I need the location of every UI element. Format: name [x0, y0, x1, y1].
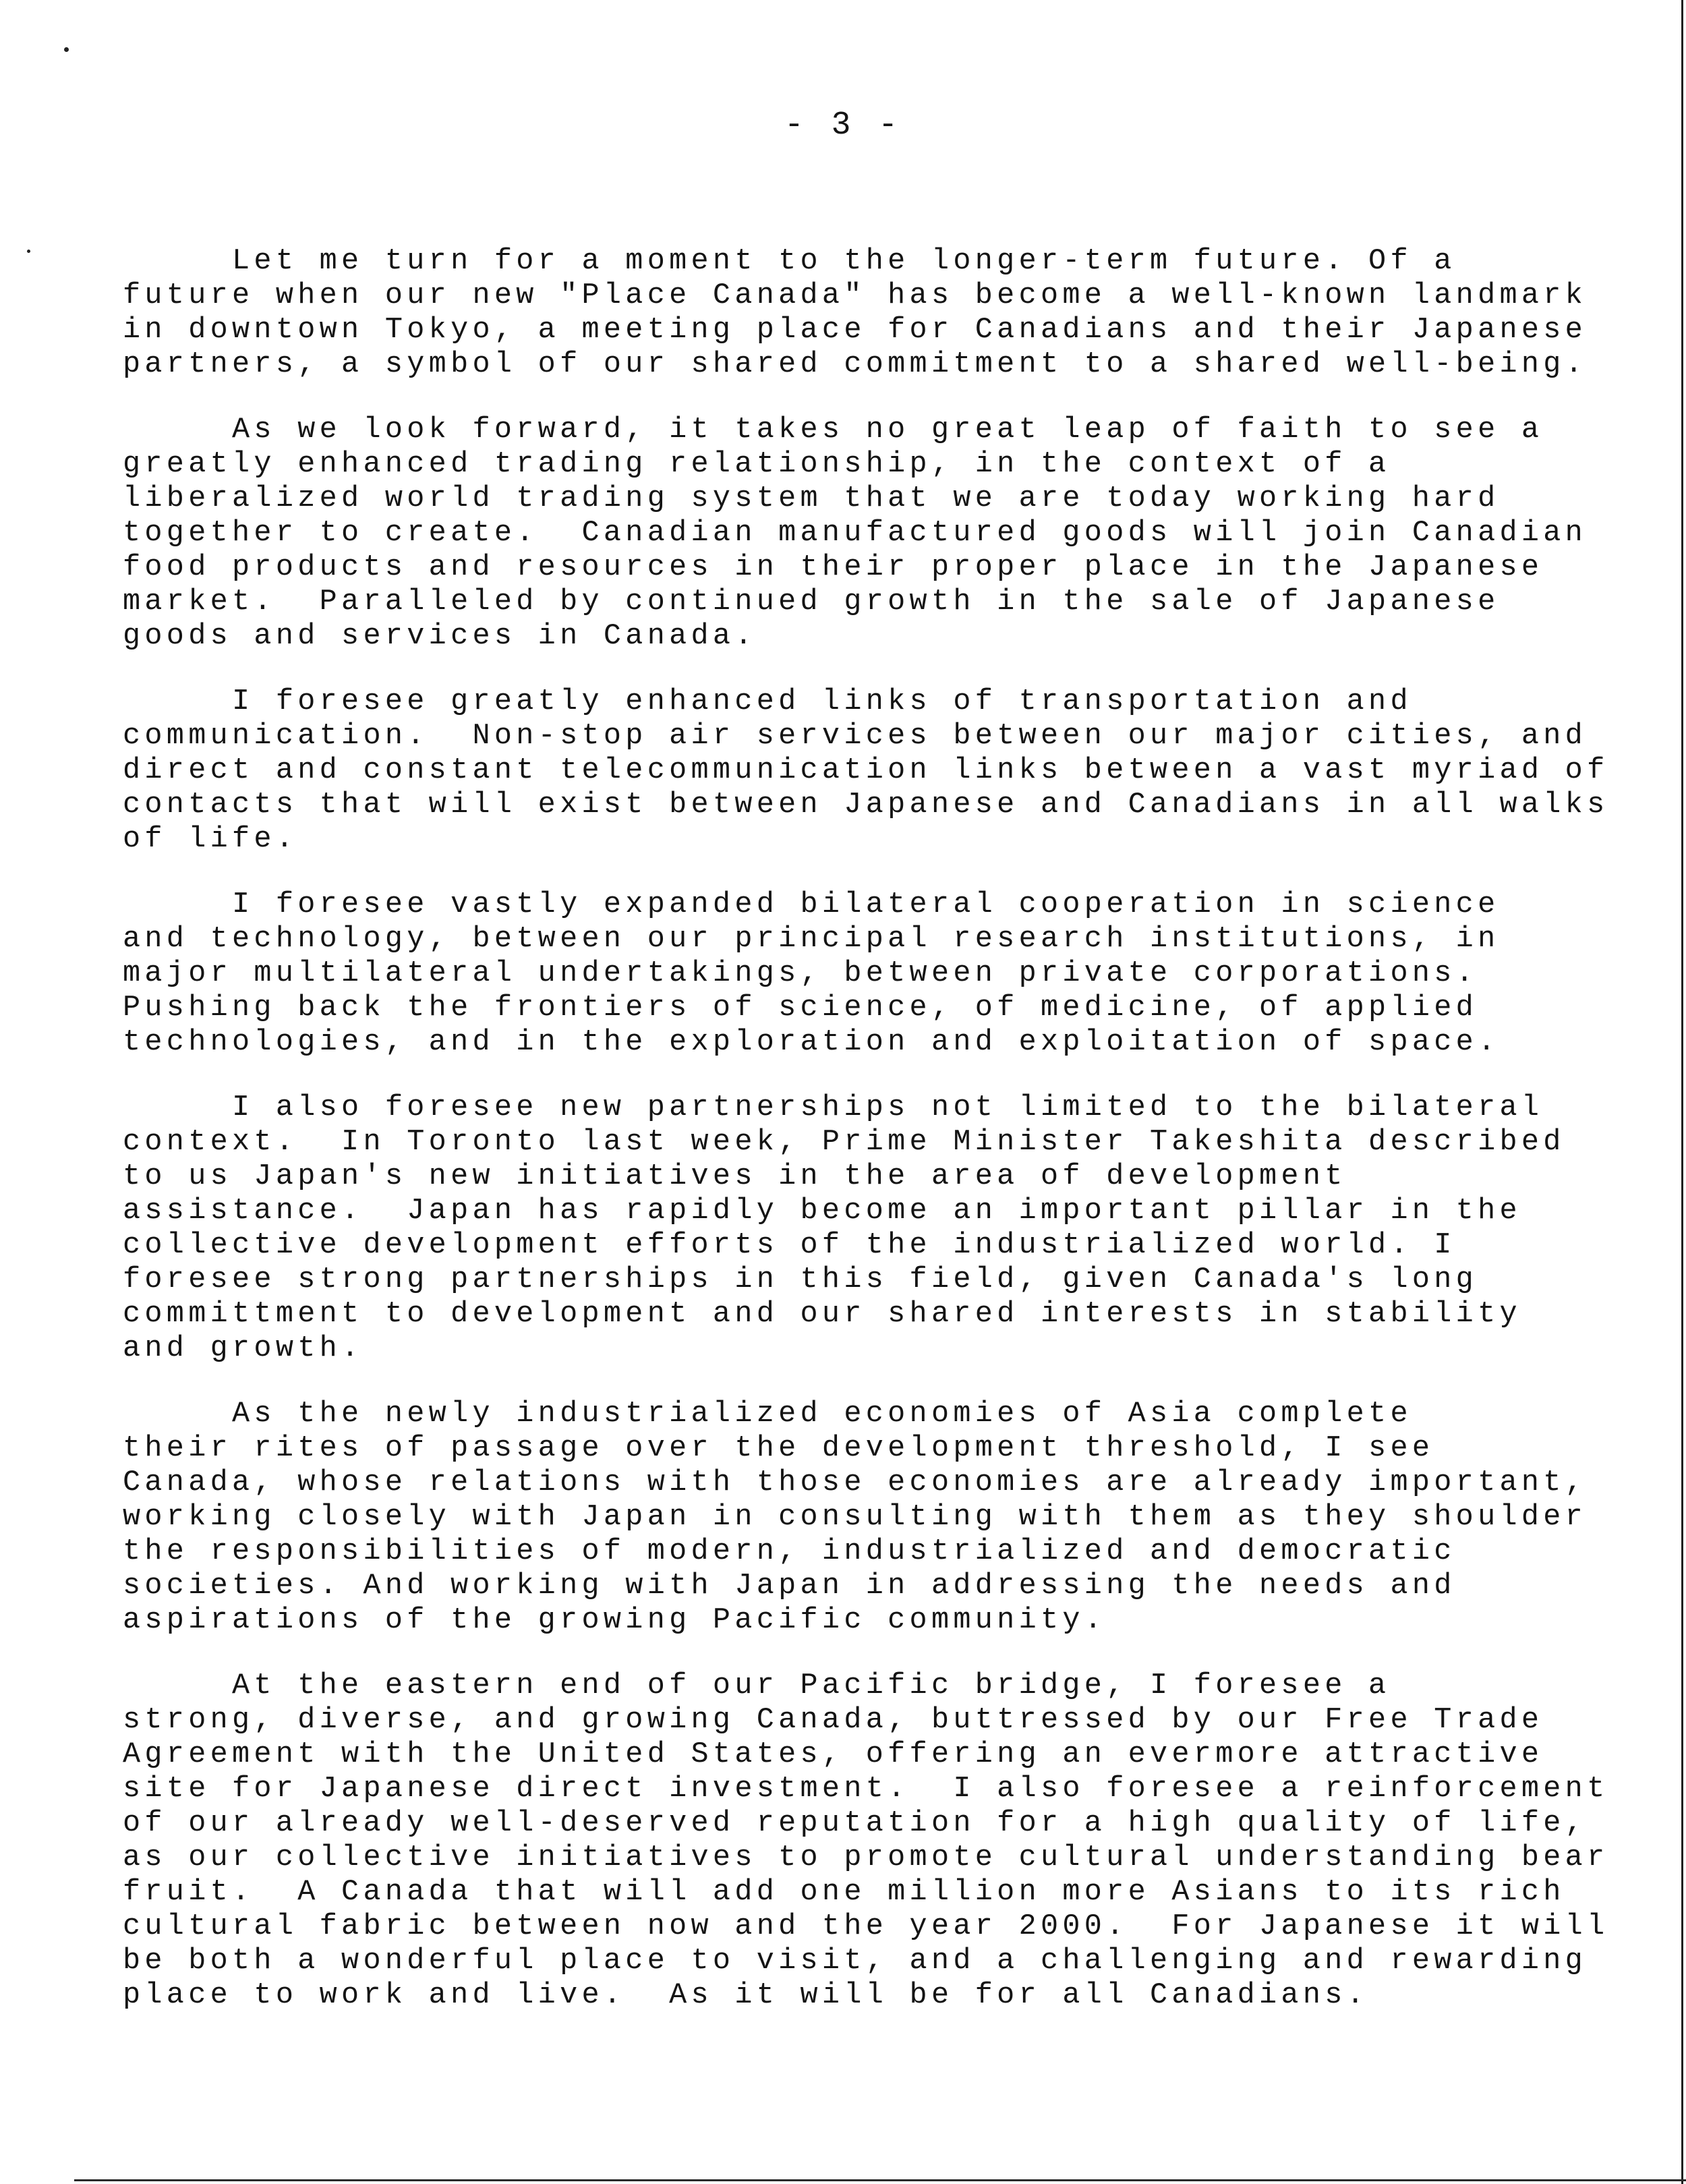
text-line: As we look forward, it takes no great leap of faith to see a	[123, 413, 1544, 447]
text-line: fruit. A Canada that will add one million more Asians to its rich	[123, 1876, 1565, 1909]
text-line: liberalized world trading system that we are today working hard	[123, 482, 1500, 515]
text-line: food products and resources in their proper place in the Japanese	[123, 551, 1544, 584]
paragraph	[123, 1091, 1566, 1366]
text-line: market. Paralleled by continued growth in the sale of Japanese	[123, 585, 1500, 619]
text-line: Let me turn for a moment to the longer-term future. Of a	[123, 245, 1456, 278]
text-line: At the eastern end of our Pacific bridge, I foresee a	[123, 1669, 1391, 1702]
text-line: aspirations of the growing Pacific community.	[123, 1604, 1107, 1637]
scan-speck	[64, 47, 69, 52]
text-line: and technology, between our principal research institutions, in	[123, 923, 1500, 956]
text-line: technologies, and in the exploration and exploitation of space.	[123, 1026, 1500, 1059]
text-line: foresee strong partnerships in this field, given Canada's long	[123, 1263, 1478, 1296]
text-line: together to create. Canadian manufactured goods will join Canadian	[123, 517, 1588, 550]
text-line: collective development efforts of the industrialized world. I	[123, 1229, 1456, 1262]
paragraph	[123, 888, 1566, 1060]
page-number: - 3 -	[784, 107, 902, 144]
text-line: the responsibilities of modern, industrialized and democratic	[123, 1535, 1456, 1568]
text-line: in downtown Tokyo, a meeting place for Canadians and their Japanese	[123, 314, 1588, 347]
paragraph	[123, 244, 1588, 382]
text-line: place to work and live. As it will be for all Canadians.	[123, 1979, 1369, 2012]
text-line: future when our new "Place Canada" has become a well-known landmark	[123, 279, 1588, 312]
text-line: communication. Non-stop air services between our major cities, and	[123, 720, 1588, 753]
scan-speck	[27, 250, 30, 253]
text-line: I foresee vastly expanded bilateral cooperation in science	[123, 888, 1500, 921]
paragraph	[123, 1669, 1609, 2013]
scan-edge-right	[1681, 0, 1683, 2184]
text-line: context. In Toronto last week, Prime Minister Takeshita described	[123, 1126, 1565, 1159]
text-line: I foresee greatly enhanced links of transportation and	[123, 685, 1412, 718]
paragraph	[123, 685, 1609, 857]
text-line: strong, diverse, and growing Canada, buttressed by our Free Trade	[123, 1704, 1544, 1737]
text-line: of our already well-deserved reputation for a high quality of life,	[123, 1807, 1588, 1840]
text-line: to us Japan's new initiatives in the area of development	[123, 1160, 1347, 1193]
text-line: working closely with Japan in consulting with them as they shoulder	[123, 1501, 1588, 1534]
document-body	[123, 244, 1609, 2044]
text-line: and growth.	[123, 1332, 364, 1365]
text-line: greatly enhanced trading relationship, in the context of a	[123, 448, 1391, 481]
text-line: partners, a symbol of our shared commitment to a shared well-being.	[123, 348, 1588, 381]
text-line: Pushing back the frontiers of science, of medicine, of applied	[123, 992, 1478, 1025]
paragraph	[123, 1397, 1588, 1638]
text-line: of life.	[123, 823, 298, 856]
text-line: their rites of passage over the development threshold, I see	[123, 1432, 1434, 1465]
text-line: be both a wonderful place to visit, and a challenging and rewarding	[123, 1945, 1588, 1978]
text-line: direct and constant telecommunication links between a vast myriad of	[123, 754, 1609, 787]
text-line: I also foresee new partnerships not limited to the bilateral	[123, 1091, 1544, 1124]
text-line: societies. And working with Japan in addressing the needs and	[123, 1570, 1456, 1603]
text-line: assistance. Japan has rapidly become an important pillar in the	[123, 1195, 1521, 1228]
text-line: goods and services in Canada.	[123, 620, 757, 653]
text-line: site for Japanese direct investment. I also foresee a reinforcement	[123, 1773, 1609, 1806]
scan-edge-bottom	[74, 2179, 1686, 2181]
text-line: major multilateral undertakings, between private corporations.	[123, 957, 1478, 990]
text-line: Canada, whose relations with those economies are already important,	[123, 1466, 1588, 1499]
text-line: committment to development and our shared interests in stability	[123, 1298, 1521, 1331]
paragraph	[123, 413, 1588, 654]
text-line: Agreement with the United States, offering an evermore attractive	[123, 1738, 1544, 1771]
text-line: As the newly industrialized economies of Asia complete	[123, 1398, 1412, 1431]
text-line: as our collective initiatives to promote cultural understanding bear	[123, 1841, 1609, 1874]
text-line: contacts that will exist between Japanese and Canadians in all walks	[123, 788, 1609, 822]
text-line: cultural fabric between now and the year 2000. For Japanese it will	[123, 1910, 1609, 1943]
